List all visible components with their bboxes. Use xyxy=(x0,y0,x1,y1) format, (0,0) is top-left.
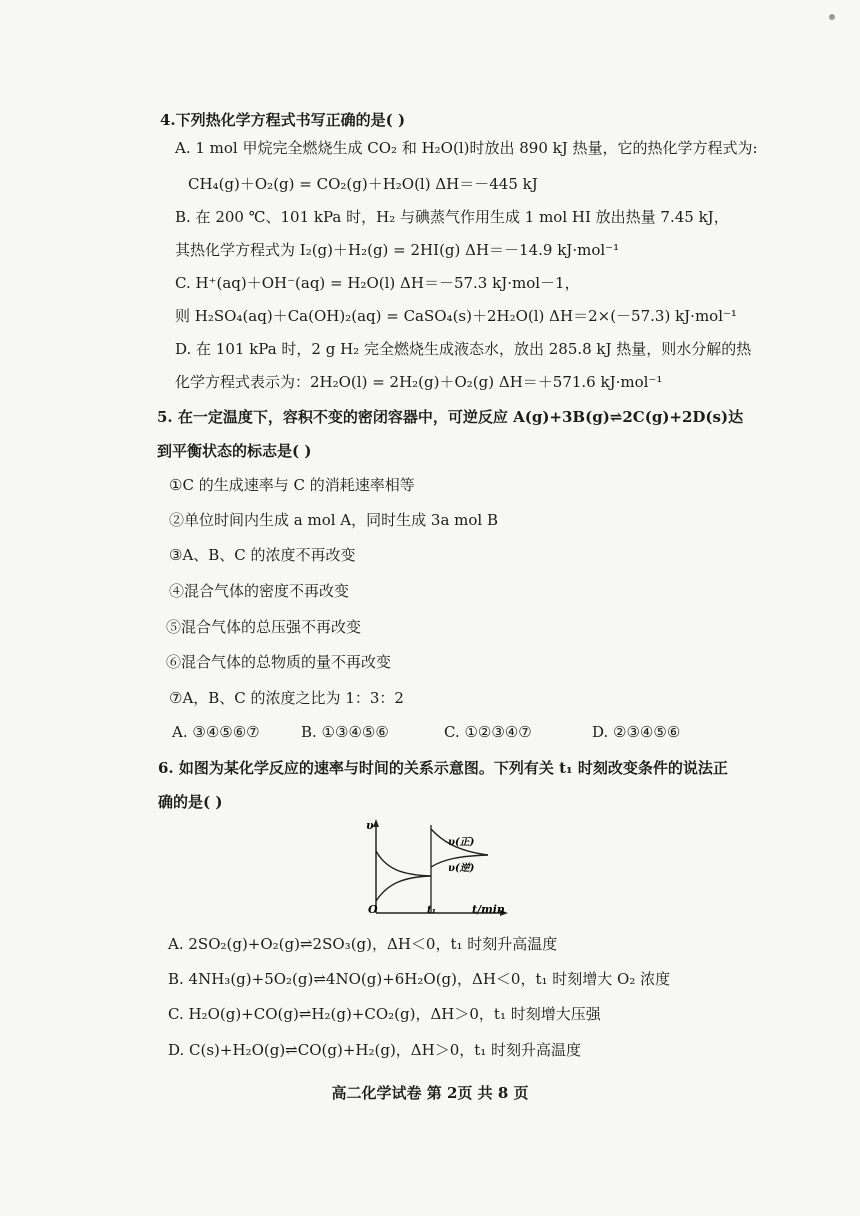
q5-item-6: ⑥混合气体的总物质的量不再改变 xyxy=(166,653,392,671)
origin-label: O xyxy=(368,903,378,916)
q6-option-c: C. H₂O(g)+CO(g)⇌H₂(g)+CO₂(g)，ΔH＞0，t₁ 时刻增大压强 xyxy=(168,1005,601,1023)
rate-time-graph xyxy=(362,815,522,920)
reverse-curve-before xyxy=(376,876,431,901)
q5-stem-line2: 到平衡状态的标志是( ) xyxy=(157,442,312,460)
reverse-label: υ(逆) xyxy=(448,863,475,874)
q6-option-d: D. C(s)+H₂O(g)⇌CO(g)+H₂(g)，ΔH＞0，t₁ 时刻升高温度 xyxy=(168,1041,582,1059)
y-axis-arrow xyxy=(373,819,379,827)
q6-stem-line2: 确的是( ) xyxy=(158,793,223,811)
q5-option-d: D. ②③④⑤⑥ xyxy=(592,723,681,741)
q5-item-2: ②单位时间内生成 a mol A，同时生成 3a mol B xyxy=(169,511,498,529)
q5-option-c: C. ①②③④⑦ xyxy=(444,723,532,741)
forward-label: υ(正) xyxy=(448,837,475,848)
x-axis-label: t/min xyxy=(472,903,505,916)
t1-label: t₁ xyxy=(427,905,436,916)
q5-item-3: ③A、B、C 的浓度不再改变 xyxy=(169,546,356,564)
q6-option-b: B. 4NH₃(g)+5O₂(g)⇌4NO(g)+6H₂O(g)，ΔH＜0，t₁ 时刻增大 O₂ 浓度 xyxy=(168,970,671,988)
q6-stem-line1: 6. 如图为某化学反应的速率与时间的关系示意图。下列有关 t₁ 时刻改变条件的说法正 xyxy=(158,759,728,777)
y-axis-label: υ xyxy=(366,819,374,832)
q4-option-a-line2: CH₄(g)＋O₂(g) = CO₂(g)＋H₂O(l) ΔH＝－445 kJ xyxy=(188,175,538,193)
q5-item-5: ⑤混合气体的总压强不再改变 xyxy=(166,618,362,636)
q5-option-a: A. ③④⑤⑥⑦ xyxy=(172,723,260,741)
q5-item-7: ⑦A，B、C 的浓度之比为 1：3：2 xyxy=(169,689,404,707)
scan-speck xyxy=(829,14,835,20)
q6-option-a: A. 2SO₂(g)+O₂(g)⇌2SO₃(g)，ΔH＜0，t₁ 时刻升高温度 xyxy=(168,935,558,953)
q4-option-d-line2: 化学方程式表示为：2H₂O(l) = 2H₂(g)＋O₂(g) ΔH＝＋571.6 kJ·mol⁻¹ xyxy=(175,373,663,391)
forward-curve-before xyxy=(376,851,431,876)
q4-option-b-line2: 其热化学方程式为 I₂(g)＋H₂(g) = 2HI(g) ΔH＝－14.9 kJ·mol⁻¹ xyxy=(175,241,620,259)
page-footer: 高二化学试卷 第 2页 共 8 页 xyxy=(331,1084,529,1102)
q4-option-c-line1: C. H⁺(aq)＋OH⁻(aq) = H₂O(l) ΔH＝－57.3 kJ·mol－1， xyxy=(175,274,580,292)
q4-option-c-line2: 则 H₂SO₄(aq)＋Ca(OH)₂(aq) = CaSO₄(s)＋2H₂O(l) ΔH＝2×(－57.3) kJ·mol⁻¹ xyxy=(175,307,737,325)
q4-option-d-line1: D. 在 101 kPa 时，2 g H₂ 完全燃烧生成液态水，放出 285.8 kJ 热量，则水分解的热 xyxy=(175,340,752,358)
q4-stem: 4.下列热化学方程式书写正确的是( ) xyxy=(160,111,406,129)
q5-item-1: ①C 的生成速率与 C 的消耗速率相等 xyxy=(169,476,415,494)
q5-stem-line1: 5. 在一定温度下，容积不变的密闭容器中，可逆反应 A(g)+3B(g)⇌2C(g)+2D(s)达 xyxy=(157,408,744,426)
q5-option-b: B. ①③④⑤⑥ xyxy=(301,723,389,741)
q4-option-a-line1: A. 1 mol 甲烷完全燃烧生成 CO₂ 和 H₂O(l)时放出 890 kJ 热量，它的热化学方程式为: xyxy=(175,139,758,157)
q5-item-4: ④混合气体的密度不再改变 xyxy=(169,582,350,600)
q4-option-b-line1: B. 在 200 ℃、101 kPa 时，H₂ 与碘蒸气作用生成 1 mol HI 放出热量 7.45 kJ， xyxy=(175,208,729,226)
